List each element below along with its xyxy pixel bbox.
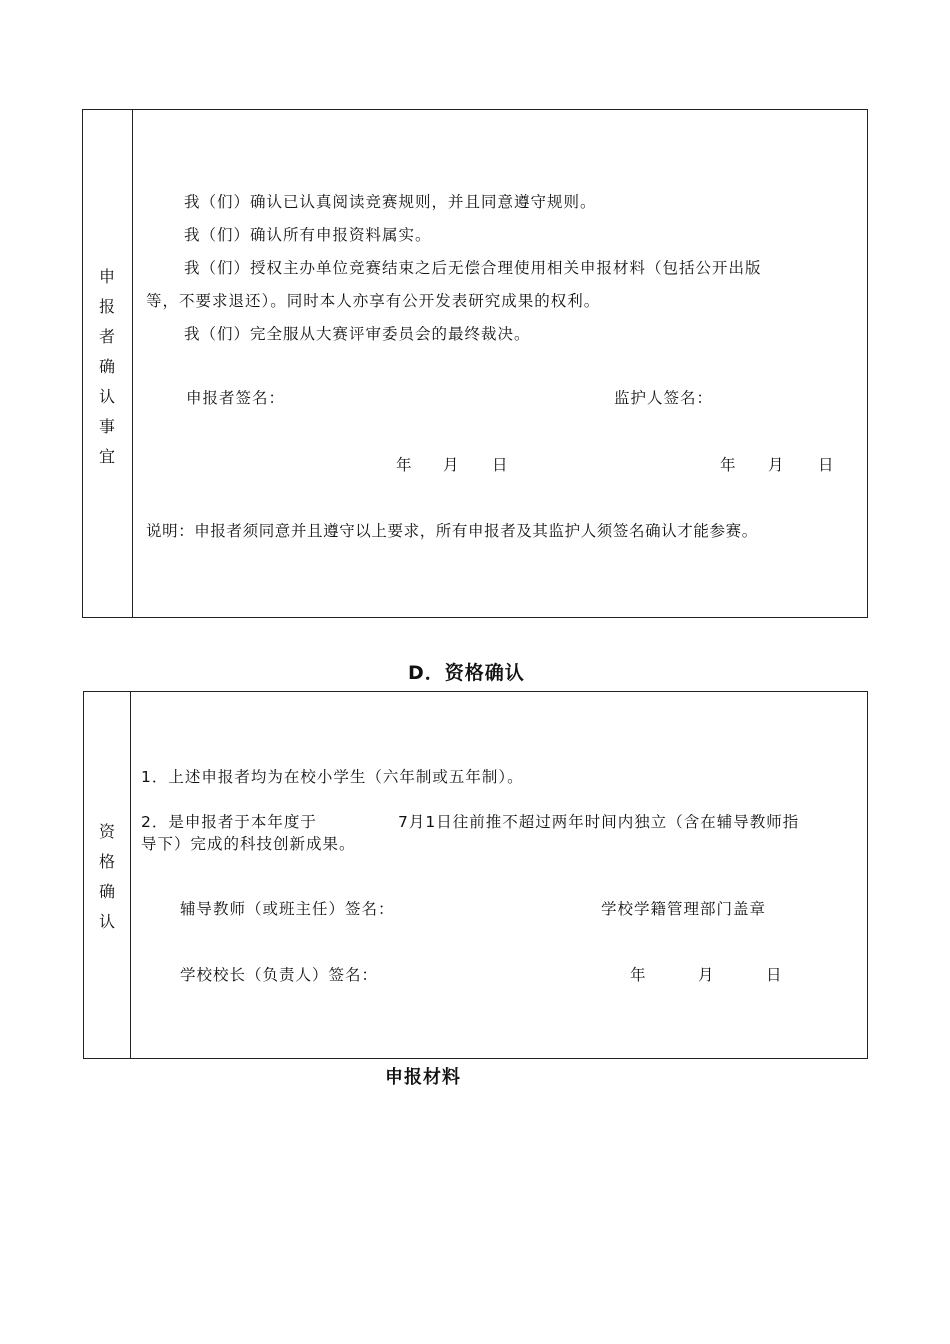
date-day: 日 [766,966,783,984]
eligibility-item-2b: 7月1日往前推不超过两年时间内独立（含在辅导教师指 [398,813,800,831]
confirmation-divider [132,109,133,618]
confirm-line-5: 我（们）完全服从大赛评审委员会的最终裁决。 [184,325,531,343]
date-month-left: 月 [443,456,460,474]
school-stamp-label: 学校学籍管理部门盖章 [601,900,767,918]
confirmation-note: 说明：申报者须同意并且遵守以上要求，所有申报者及其监护人须签名确认才能参赛。 [146,522,758,540]
side-char: 认 [98,387,115,406]
side-char: 确 [98,357,115,376]
eligibility-item-2a: 2．是申报者于本年度于 [141,813,317,831]
eligibility-side-label [92,817,122,937]
date-month: 月 [698,966,715,984]
side-char: 宜 [98,447,115,466]
side-char: 事 [98,417,115,436]
confirm-line-3: 我（们）授权主办单位竞赛结束之后无偿合理使用相关申报材料（包括公开出版 [184,259,762,277]
date-year: 年 [630,966,647,984]
section-d-heading: D．资格确认 [408,662,525,684]
date-month-right: 月 [768,456,785,474]
eligibility-item-1: 1．上述申报者均为在校小学生（六年制或五年制）。 [141,768,524,786]
side-char: 格 [98,852,115,871]
side-char: 申 [98,267,115,286]
guardian-signature-label: 监护人签名： [614,389,714,407]
confirm-line-4: 等，不要求退还）。同时本人亦享有公开发表研究成果的权利。 [146,292,601,310]
applicant-signature-label: 申报者签名： [186,389,286,407]
eligibility-divider [130,691,131,1059]
date-day-right: 日 [818,456,835,474]
date-year-right: 年 [720,456,737,474]
confirmation-side-label [92,262,122,472]
date-day-left: 日 [492,456,509,474]
footer-heading: 申报材料 [385,1067,461,1088]
teacher-signature-label: 辅导教师（或班主任）签名： [180,900,395,918]
date-year-left: 年 [396,456,413,474]
confirm-line-2: 我（们）确认所有申报资料属实。 [184,226,432,244]
side-char: 报 [98,297,115,316]
side-char: 确 [98,882,115,901]
eligibility-table [83,691,868,1059]
confirmation-table [82,109,868,618]
principal-signature-label: 学校校长（负责人）签名： [180,966,379,984]
side-char: 资 [98,822,115,841]
side-char: 者 [98,327,115,346]
confirm-line-1: 我（们）确认已认真阅读竞赛规则，并且同意遵守规则。 [184,193,597,211]
eligibility-item-2c: 导下）完成的科技创新成果。 [141,835,356,853]
side-char: 认 [98,912,115,931]
